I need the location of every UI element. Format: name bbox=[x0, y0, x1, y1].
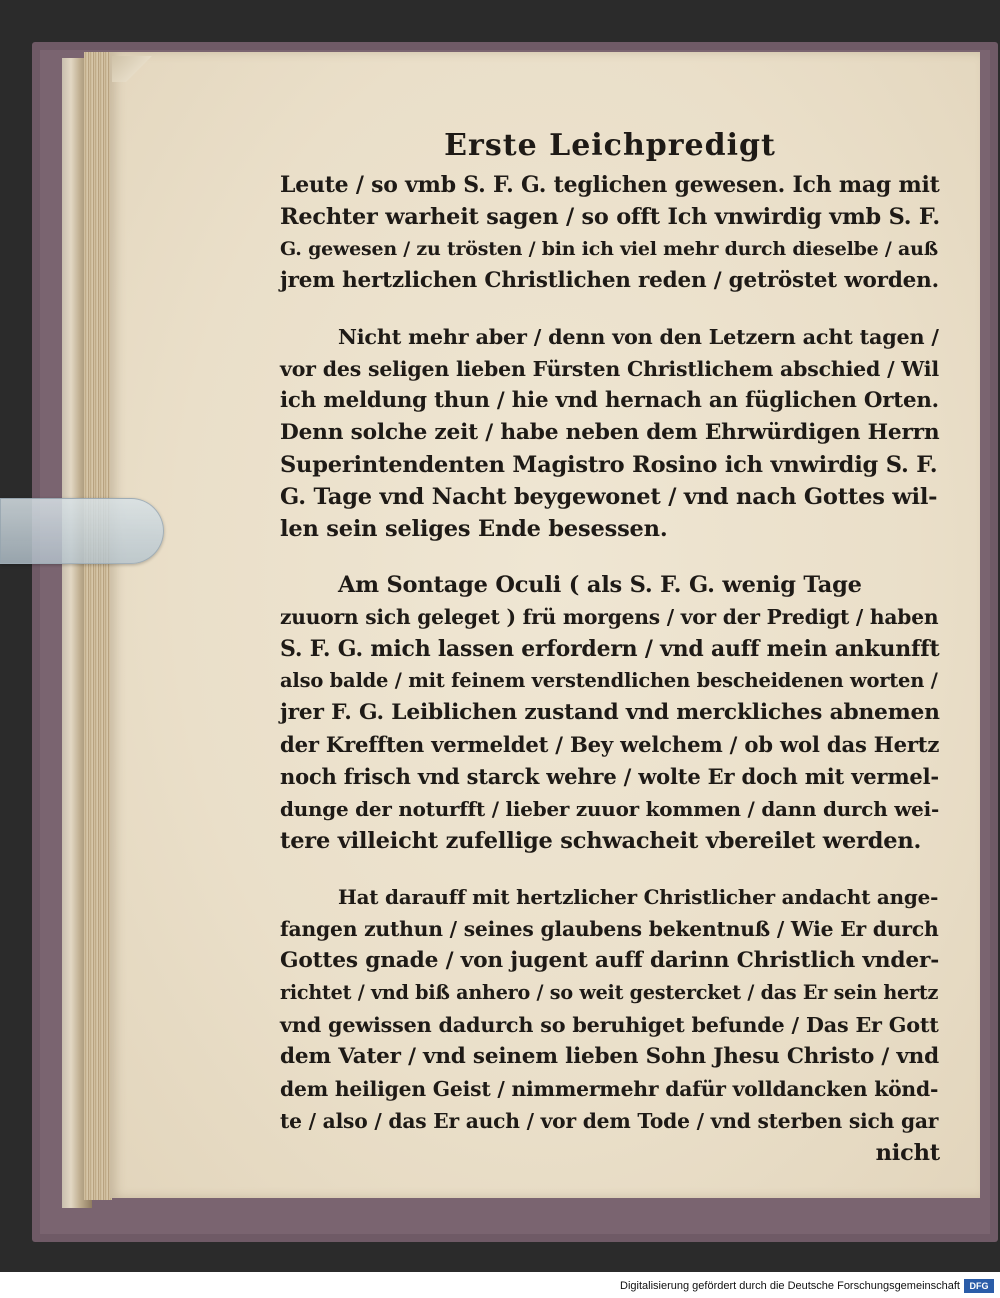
text-line: richtet / vnd biß anhero / so weit gestercket / das Er sein hertz bbox=[280, 981, 939, 1004]
text-line: vnd gewissen dadurch so beruhiget befunde / Das Er Gott bbox=[280, 1013, 939, 1037]
text-line: Rechter warheit sagen / so offt Ich vnwirdig vmb S. F. bbox=[280, 204, 940, 230]
catchword: nicht bbox=[875, 1140, 940, 1166]
text-line: vor des seligen lieben Fürsten Christlichem abschied / Wil bbox=[280, 357, 939, 381]
text-line: Denn solche zeit / habe neben dem Ehrwürdigen Herrn bbox=[280, 420, 940, 445]
text-line: dem heiligen Geist / nimmermehr dafür volldancken könd- bbox=[280, 1077, 939, 1101]
paragraph-1 bbox=[280, 169, 940, 297]
text-line: noch frisch vnd starck wehre / wolte Er doch mit vermel- bbox=[280, 764, 939, 789]
text-line: tere villeicht zufellige schwacheit vbereilet werden. bbox=[280, 828, 922, 854]
page-corner-fold bbox=[112, 56, 152, 82]
text-line: Superintendenten Magistro Rosino ich vnwirdig S. F. bbox=[280, 452, 938, 478]
text-line: zuuorn sich geleget ) frü morgens / vor der Predigt / haben bbox=[280, 605, 939, 629]
paragraph-2 bbox=[280, 321, 940, 545]
text-line: dunge der noturfft / lieber zuuor kommen / dann durch wei- bbox=[280, 797, 940, 821]
text-line: der Krefften vermeldet / Bey welchem / ob wol das Hertz bbox=[280, 732, 940, 757]
paragraph-3 bbox=[280, 569, 940, 857]
text-line: te / also / das Er auch / vor dem Tode / vnd sterben sich gar bbox=[280, 1109, 939, 1133]
running-header: Erste Leichpredigt bbox=[444, 128, 776, 163]
text-line: jrer F. G. Leiblichen zustand vnd merckliches abnemen bbox=[280, 700, 940, 725]
funding-credit: Digitalisierung gefördert durch die Deutsche Forschungsgemeinschaft bbox=[620, 1280, 960, 1292]
page-stack bbox=[84, 52, 112, 1200]
paragraph-4 bbox=[280, 881, 940, 1137]
text-line: dem Vater / vnd seinem lieben Sohn Jhesu Christo / vnd bbox=[280, 1044, 939, 1069]
text-line: Gottes gnade / von jugent auff darinn Christlich vnder- bbox=[280, 948, 940, 973]
text-line: fangen zuthun / seines glaubens bekentnuß / Wie Er durch bbox=[280, 917, 939, 941]
text-line: Am Sontage Oculi ( als S. F. G. wenig Tage bbox=[338, 572, 862, 598]
text-line: len sein seliges Ende besessen. bbox=[280, 516, 668, 542]
text-line: ich meldung thun / hie vnd hernach an füglichen Orten. bbox=[280, 388, 939, 413]
dfg-logo-icon: DFG bbox=[964, 1279, 994, 1293]
text-line: S. F. G. mich lassen erfordern / vnd auff mein ankunfft bbox=[280, 636, 940, 662]
text-line: Hat darauff mit hertzlicher Christlicher andacht ange- bbox=[338, 885, 939, 909]
page-text bbox=[280, 128, 940, 1169]
footer-bar bbox=[0, 1272, 1000, 1298]
text-line: G. gewesen / zu trösten / bin ich viel mehr durch dieselbe / auß bbox=[280, 238, 938, 260]
text-line: also balde / mit feinem verstendlichen bescheidenen worten / bbox=[280, 669, 938, 692]
text-line: Nicht mehr aber / denn von den Letzern acht tagen / bbox=[338, 325, 939, 349]
plastic-page-clip bbox=[0, 498, 164, 564]
text-line: G. Tage vnd Nacht beygewonet / vnd nach Gottes wil- bbox=[280, 484, 938, 510]
text-line: jrem hertzlichen Christlichen reden / getröstet worden. bbox=[280, 268, 939, 293]
text-line: Leute / so vmb S. F. G. teglichen gewesen. Ich mag mit bbox=[280, 172, 940, 198]
